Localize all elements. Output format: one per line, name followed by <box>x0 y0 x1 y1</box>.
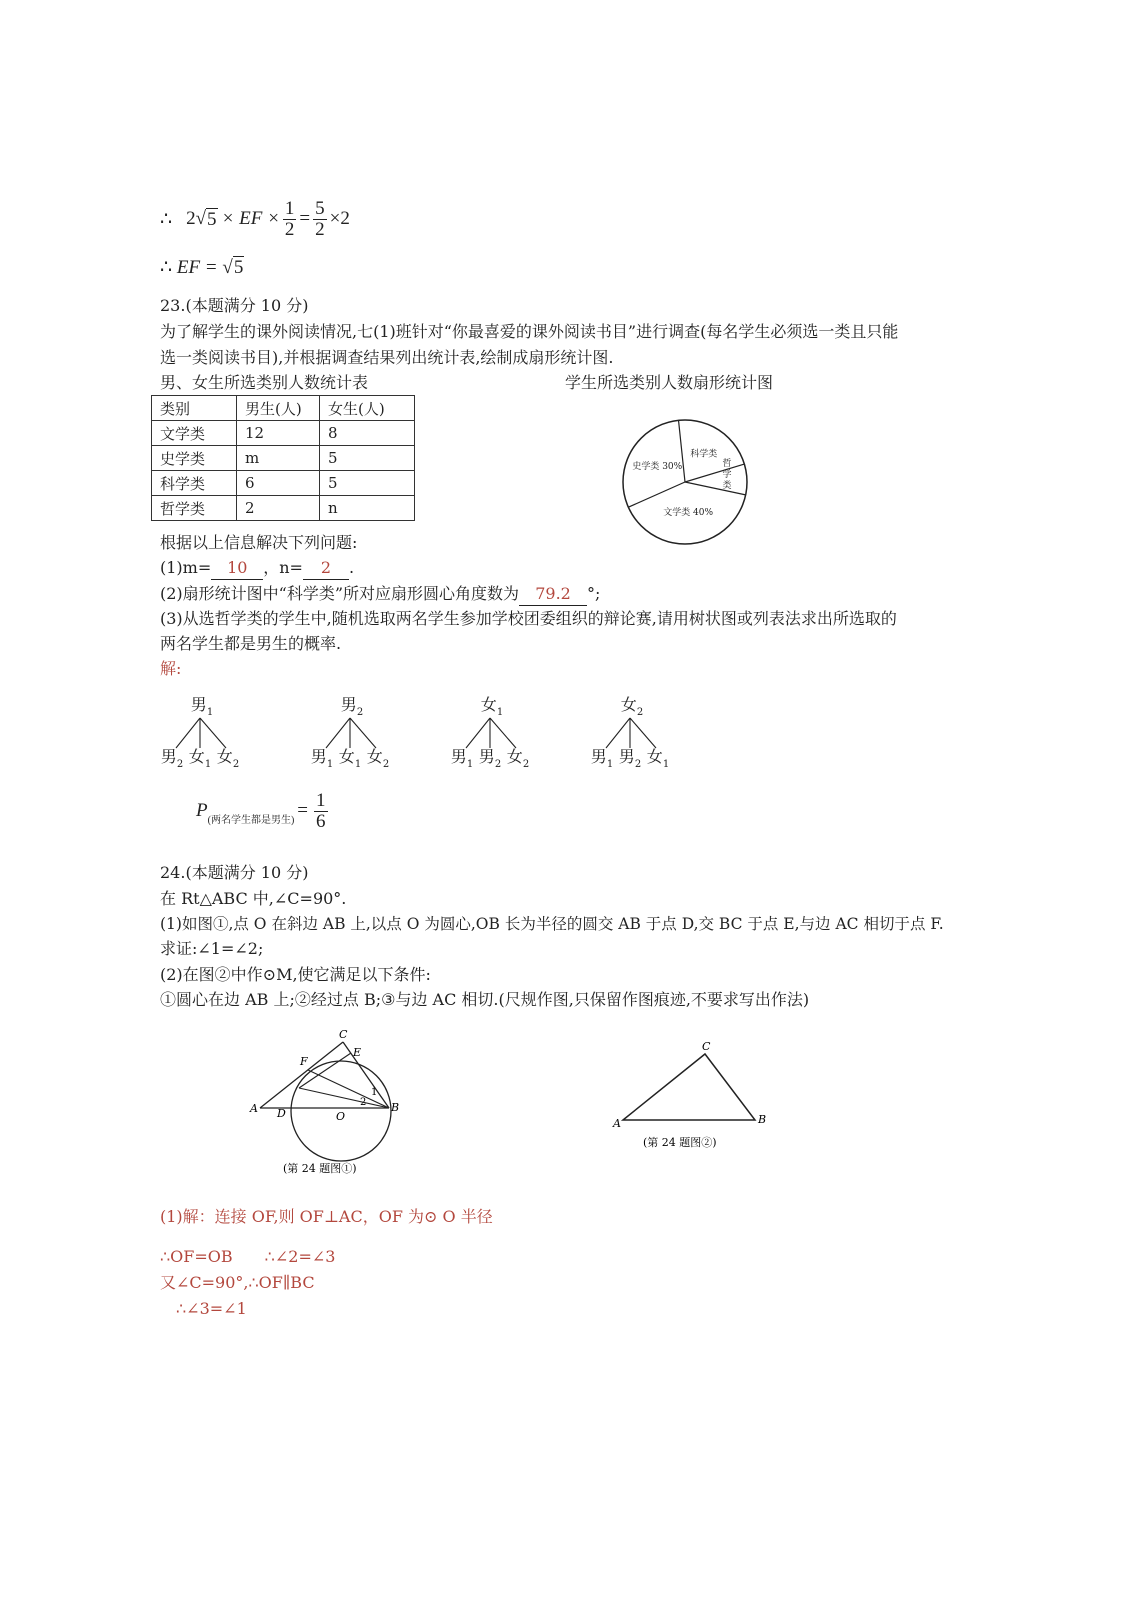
answer-n: 2 <box>320 558 332 577</box>
tree-leaf-node: 女$_1$ <box>646 747 670 770</box>
angle-1-label: 1 <box>371 1087 378 1098</box>
q23-part2: (2)扇形统计图中“科学类”所对应扇形圆心角度数为 79.2 °; <box>160 583 600 606</box>
figure-2 <box>605 1040 780 1155</box>
label-o: O <box>336 1110 346 1123</box>
tree-leaf-node: 男$_1$ <box>450 747 474 770</box>
table-header-cell: 女生(人) <box>320 396 415 421</box>
tree-leaf-node: 男$_2$ <box>478 747 502 770</box>
pie-slice-label: 科学类 <box>690 449 718 460</box>
label-b: B <box>391 1101 400 1114</box>
tree-leaf-node: 女$_2$ <box>366 747 390 770</box>
tree-branch <box>350 718 376 748</box>
table-header-cell: 男生(人) <box>237 396 320 421</box>
stat-table <box>151 395 415 521</box>
tree-root-node: 女$_1$ <box>480 695 504 718</box>
table-cell: 文学类 <box>152 421 237 446</box>
tree-branch <box>606 718 630 748</box>
tree-leaf-node: 女$_1$ <box>338 747 362 770</box>
tree-branch <box>490 718 516 748</box>
table-header-cell: 类别 <box>152 396 237 421</box>
label-f: F <box>300 1055 308 1068</box>
q24-line1: 在 Rt△ABC 中,∠C=90°. <box>160 889 347 908</box>
table-cell: 科学类 <box>152 471 237 496</box>
equals-sign: = <box>297 800 308 821</box>
pie-slice-label-char: 学 <box>722 470 732 481</box>
prob-fraction: $\frac{1}{6}$ <box>316 789 326 832</box>
q23-intro-line2: 选一类阅读书目),并根据调查结果列出统计表,绘制成扇形统计图. <box>160 348 614 367</box>
q24-solution-line4: ∴∠3=∠1 <box>176 1299 247 1318</box>
q24-header: 24.(本题满分 10 分) <box>160 863 309 882</box>
table-title: 男、女生所选类别人数统计表 <box>160 373 369 392</box>
tree-leaf-node: 男$_1$ <box>590 747 614 770</box>
tree-branch <box>326 718 350 748</box>
q24-line5: ①圆心在边 AB 上;②经过点 B;③与边 AC 相切.(尺规作图,只保留作图痕迹,不要求写出作法) <box>160 990 810 1009</box>
label-c: C <box>702 1040 711 1053</box>
therefore-symbol: ∴ <box>160 208 173 230</box>
tree-leaf-node: 女$_2$ <box>506 747 530 770</box>
equation-line-2: ∴ EF = √5 <box>160 257 244 278</box>
label-a: A <box>613 1117 621 1130</box>
pie-slice-boundary <box>628 482 685 507</box>
equation-middle: × EF × <box>221 208 280 229</box>
q24-line4: (2)在图②中作⊙M,使它满足以下条件: <box>160 965 431 984</box>
figure-1 <box>245 1025 425 1185</box>
tree-branch <box>200 718 226 748</box>
table-cell: 5 <box>320 446 415 471</box>
equation-tail: ×2 <box>329 208 350 229</box>
tree-diagram <box>150 690 710 780</box>
tree-leaf-node: 女$_1$ <box>188 747 212 770</box>
table-row <box>152 471 415 496</box>
table-cell: 史学类 <box>152 446 237 471</box>
table-row <box>152 446 415 471</box>
radicand: 5 <box>207 208 217 230</box>
pie-slice-label: 文学类 40% <box>663 507 714 518</box>
pie-slice-boundary <box>685 464 744 482</box>
prob-subscript: (两名学生都是男生) <box>207 814 295 826</box>
table-cell: 5 <box>320 471 415 496</box>
solution-label: 解: <box>160 659 182 678</box>
q24-solution-line2: ∴OF=OB ∴∠2=∠3 <box>160 1247 336 1266</box>
q24-solution-line3: 又∠C=90°,∴OF∥BC <box>160 1273 315 1292</box>
label-b: B <box>758 1113 767 1126</box>
fraction-1: $\frac{1}{2}$ <box>284 197 295 240</box>
probability-result <box>196 788 331 834</box>
tree-leaf-node: 男$_2$ <box>160 747 184 770</box>
label-e: E <box>353 1046 362 1059</box>
q23-part1: (1)m= 10 ，n= 2 . <box>160 557 354 580</box>
label-d: D <box>277 1107 286 1120</box>
pie-slice-label-char: 类 <box>722 481 732 492</box>
tree-root-node: 男$_2$ <box>340 695 364 718</box>
table-row <box>152 496 415 521</box>
table-cell: 2 <box>237 496 320 521</box>
q24-solution-line1: (1)解：连接 OF,则 OF⊥AC，OF 为⊙ O 半径 <box>160 1207 493 1226</box>
equation-line-1: ∴ 2 √ 5 × EF × $\frac{1}{2}$ = $\frac{5}{2}$ ×2 <box>160 197 350 240</box>
q23-header: 23.(本题满分 10 分) <box>160 296 309 315</box>
tree-leaf-node: 女$_2$ <box>216 747 240 770</box>
fraction-2: $\frac{5}{2}$ <box>315 197 325 240</box>
tree-root-node: 女$_2$ <box>620 695 644 718</box>
table-cell: 6 <box>237 471 320 496</box>
pie-slice-label-char: 哲 <box>722 459 732 470</box>
solve-prompt: 根据以上信息解决下列问题: <box>160 533 358 552</box>
table-row <box>152 421 415 446</box>
equation-lhs: EF = <box>176 257 218 278</box>
tree-leaf-node: 男$_1$ <box>310 747 334 770</box>
angle-2-label: 2 <box>360 1097 367 1108</box>
answer-angle: 79.2 <box>535 584 571 603</box>
q24-line3: 求证:∠1=∠2; <box>160 939 264 958</box>
table-cell: m <box>237 446 320 471</box>
pie-slice-boundary <box>679 420 685 482</box>
q23-part3-line2: 两名学生都是男生的概率. <box>160 634 342 653</box>
q23-intro-line1: 为了解学生的课外阅读情况,七(1)班针对“你最喜爱的课外阅读书目”进行调查(每名学生必须选一类且只能 <box>160 322 899 341</box>
label-c: C <box>339 1028 348 1041</box>
tree-root-node: 男$_1$ <box>190 695 214 718</box>
coefficient: 2 <box>186 208 196 229</box>
table-cell: 哲学类 <box>152 496 237 521</box>
figure-1-caption: (第 24 题图①) <box>283 1162 357 1175</box>
table-header-row <box>152 396 415 421</box>
tree-leaf-node: 男$_2$ <box>618 747 642 770</box>
tree-branch <box>630 718 656 748</box>
table-cell: n <box>320 496 415 521</box>
triangle-abc <box>623 1054 755 1120</box>
prob-symbol: P <box>196 800 208 821</box>
q24-line2: (1)如图①,点 O 在斜边 AB 上,以点 O 为圆心,OB 长为半径的圆交 AB 于点 D,交 BC 于点 E,与边 AC 相切于点 F. <box>160 915 944 933</box>
answer-m: 10 <box>227 558 248 577</box>
radicand: 5 <box>233 257 244 278</box>
pie-slice-boundary <box>685 482 746 495</box>
pie-chart <box>615 412 755 552</box>
therefore-symbol: ∴ <box>160 257 173 278</box>
table-cell: 8 <box>320 421 415 446</box>
q23-part3-line1: (3)从选哲学类的学生中,随机选取两名学生参加学校团委组织的辩论赛,请用树状图或列表法求出所选取的 <box>160 609 897 628</box>
figure-2-caption: (第 24 题图②) <box>643 1136 717 1149</box>
equals-sign: = <box>299 208 311 229</box>
label-a: A <box>250 1102 258 1115</box>
segment-ac <box>260 1042 343 1108</box>
tree-branch <box>176 718 200 748</box>
chart-title: 学生所选类别人数扇形统计图 <box>565 373 774 392</box>
table-cell: 12 <box>237 421 320 446</box>
tree-branch <box>466 718 490 748</box>
pie-slice-label: 史学类 30% <box>632 462 683 472</box>
